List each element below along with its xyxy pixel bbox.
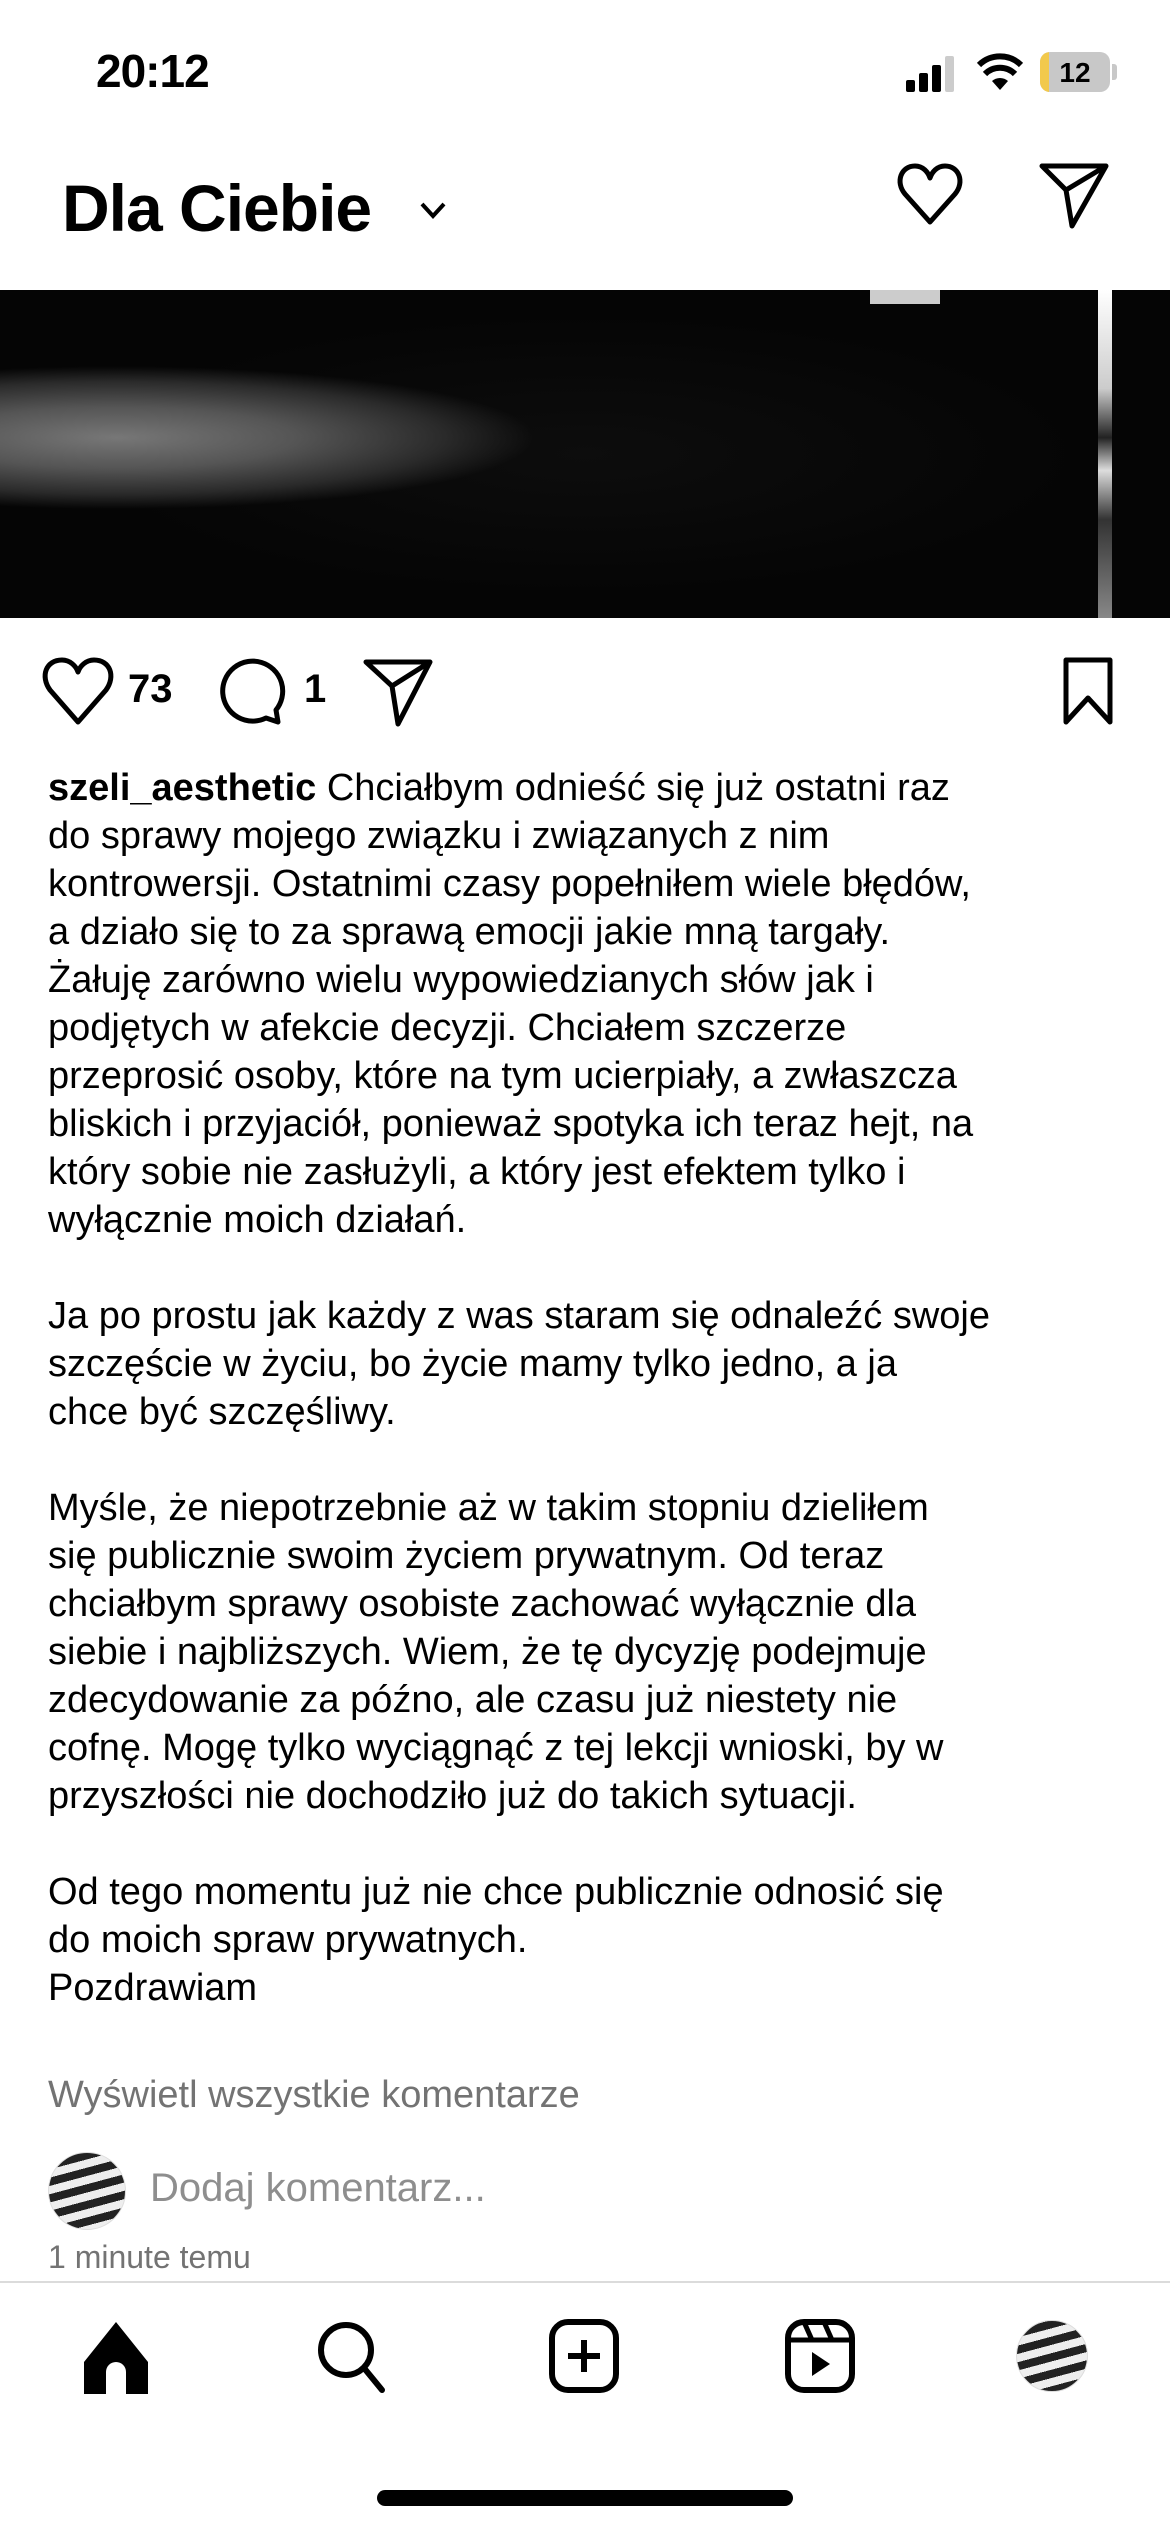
- search-icon[interactable]: [314, 2318, 390, 2394]
- caption-line: cofnę. Mogę tylko wyciągnąć z tej lekcji wnioski, by w: [48, 1727, 944, 1769]
- chevron-down-icon[interactable]: [418, 198, 448, 222]
- add-comment-input[interactable]: [150, 2166, 950, 2211]
- battery-indicator: [1040, 52, 1110, 92]
- reels-icon[interactable]: [782, 2318, 858, 2394]
- like-heart-icon[interactable]: [40, 652, 116, 732]
- battery-level: 12: [1059, 57, 1091, 88]
- post-caption: [48, 764, 1148, 2012]
- cellular-signal-icon: [906, 56, 958, 92]
- caption-line: a działo się to za sprawą emocji jakie mną targały.: [48, 911, 891, 953]
- create-post-icon[interactable]: [546, 2318, 622, 2394]
- caption-line: Pozdrawiam: [48, 1967, 258, 2009]
- notifications-heart-icon[interactable]: [895, 160, 965, 230]
- status-time: 20:12: [96, 45, 209, 97]
- caption-paragraph: [48, 764, 1148, 1244]
- share-send-icon[interactable]: [362, 652, 434, 732]
- caption-line: szczęście w życiu, bo życie mamy tylko jedno, a ja: [48, 1343, 897, 1385]
- home-indicator: [377, 2490, 793, 2506]
- caption-paragraph: [48, 1484, 1148, 1820]
- wifi-icon: [976, 50, 1024, 90]
- caption-line: Od tego momentu już nie chce publicznie odnosić się: [48, 1871, 944, 1913]
- post-username[interactable]: szeli_aesthetic: [48, 767, 317, 809]
- caption-line: wyłącznie moich działań.: [48, 1199, 467, 1241]
- caption-line: przeprosić osoby, które na tym ucierpiały, a zwłaszcza: [48, 1055, 957, 1097]
- caption-line: zdecydowanie za późno, ale czasu już niestety nie: [48, 1679, 898, 1721]
- caption-line: chce być szczęśliwy.: [48, 1391, 396, 1433]
- comment-icon[interactable]: [214, 652, 290, 732]
- caption-line: kontrowersji. Ostatnimi czasy popełniłem wiele błędów,: [48, 863, 971, 905]
- comment-count[interactable]: 1: [304, 667, 327, 711]
- caption-line: podjętych w afekcie decyzji. Chciałem szczerze: [48, 1007, 847, 1049]
- post-image[interactable]: [0, 290, 1170, 618]
- caption-line: bliskich i przyjaciół, ponieważ spotyka ich teraz hejt, na: [48, 1103, 974, 1145]
- caption-paragraph: [48, 1292, 1148, 1436]
- direct-messages-icon[interactable]: [1038, 160, 1110, 232]
- bookmark-icon[interactable]: [1060, 652, 1116, 732]
- caption-line: siebie i najbliższych. Wiem, że tę dycyzję podejmuje: [48, 1631, 927, 1673]
- home-icon[interactable]: [78, 2318, 154, 2394]
- caption-line: Ja po prostu jak każdy z was staram się odnaleźć swoje: [48, 1295, 990, 1337]
- feed-title[interactable]: Dla Ciebie: [62, 171, 372, 245]
- like-count[interactable]: 73: [128, 667, 173, 711]
- post-timestamp: 1 minute temu: [48, 2239, 251, 2275]
- battery-cap: [1112, 64, 1117, 80]
- caption-line: Myśle, że niepotrzebnie aż w takim stopniu dzieliłem: [48, 1487, 929, 1529]
- user-avatar: [48, 2152, 126, 2230]
- caption-line: się publicznie swoim życiem prywatnym. Od teraz: [48, 1535, 885, 1577]
- caption-line: Żałuję zarówno wielu wypowiedzianych słów jak i: [48, 959, 874, 1001]
- caption-line: do sprawy mojego związku i związanych z nim: [48, 815, 830, 857]
- caption-paragraph: [48, 1868, 1148, 2012]
- view-all-comments-link[interactable]: Wyświetl wszystkie komentarze: [48, 2074, 580, 2116]
- caption-line: który sobie nie zasłużyli, a który jest efektem tylko i: [48, 1151, 906, 1193]
- caption-text: Chciałbym odnieść się już ostatni raz: [326, 767, 950, 809]
- caption-line: do moich spraw prywatnych.: [48, 1919, 528, 1961]
- profile-avatar[interactable]: [1016, 2320, 1088, 2392]
- caption-line: [48, 764, 1148, 812]
- caption-line: przyszłości nie dochodziło już do takich sytuacji.: [48, 1775, 857, 1817]
- caption-line: chciałbym sprawy osobiste zachować wyłącznie dla: [48, 1583, 917, 1625]
